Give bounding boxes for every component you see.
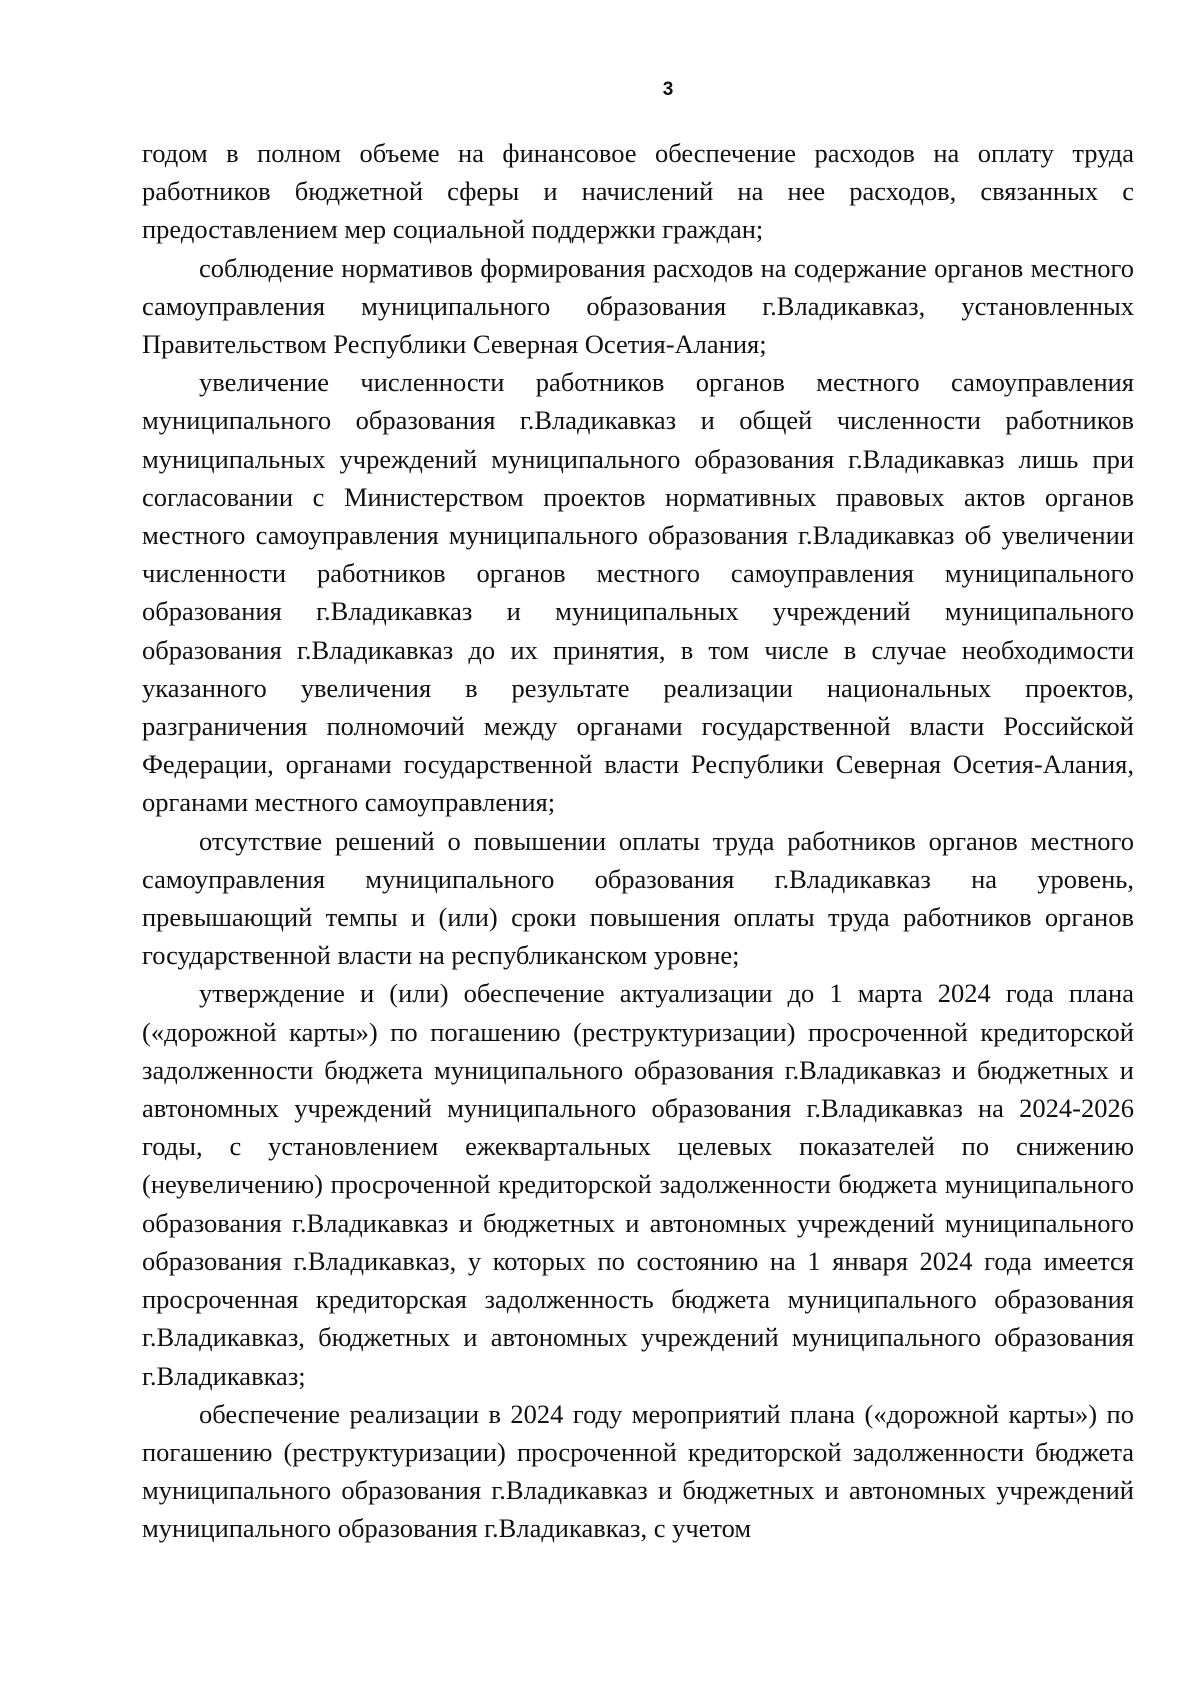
- document-body: [142, 134, 1134, 1548]
- page-number: 3: [662, 79, 674, 100]
- paragraph-5: утверждение и (или) обеспечение актуализации до 1 марта 2024 года плана («дорожной карты») по погашению (реструктуризации) просроченной кредиторской задолженности бюджета муниципального образования г.Владикавказ и бюджетных и автономных учреждений муниципального образования г.Владикавказ на 2024-2026 годы, с установлением ежеквартальных целевых показателей по снижению (неувеличению) просроченной кредиторской задолженности бюджета муниципального образования г.Владикавказ и бюджетных и автономных учреждений муниципального образования г.Владикавказ, у которых по состоянию на 1 января 2024 года имеется просроченная кредиторская задолженность бюджета муниципального образования г.Владикавказ, бюджетных и автономных учреждений муниципального образования г.Владикавказ;: [142, 978, 1134, 1391]
- paragraph-4: отсутствие решений о повышении оплаты труда работников органов местного самоуправления муниципального образования г.Владикавказ на уровень, превышающий темпы и (или) сроки повышения оплаты труда работников органов государственной власти на республиканском уровне;: [142, 825, 1134, 971]
- paragraph-6: обеспечение реализации в 2024 году мероприятий плана («дорожной карты») по погашению (реструктуризации) просроченной кредиторской задолженности бюджета муниципального образования г.Владикавказ и бюджетных и автономных учреждений муниципального образования г.Владикавказ, с учетом: [142, 1398, 1134, 1544]
- paragraph-1-continuation: годом в полном объеме на финансовое обеспечение расходов на оплату труда работников бюджетной сферы и начислений на нее расходов, связанных с предоставлением мер социальной поддержки граждан;: [142, 138, 1134, 245]
- paragraph-3: увеличение численности работников органов местного самоуправления муниципального образования г.Владикавказ и общей численности работников муниципальных учреждений муниципального образования г.Владикавказ лишь при согласовании с Министерством проектов нормативных правовых актов органов местного самоуправления муниципального образования г.Владикавказ об увеличении численности работников органов местного самоуправления муниципального образования г.Владикавказ и муниципальных учреждений муниципального образования г.Владикавказ до их принятия, в том числе в случае необходимости указанного увеличения в результате реализации национальных проектов, разграничения полномочий между органами государственной власти Российской Федерации, органами государственной власти Республики Северная Осетия-Алания, органами местного самоуправления;: [142, 367, 1134, 818]
- paragraph-2: соблюдение нормативов формирования расходов на содержание органов местного самоуправления муниципального образования г.Владикавказ, установленных Правительством Республики Северная Осетия-Алания;: [142, 252, 1134, 360]
